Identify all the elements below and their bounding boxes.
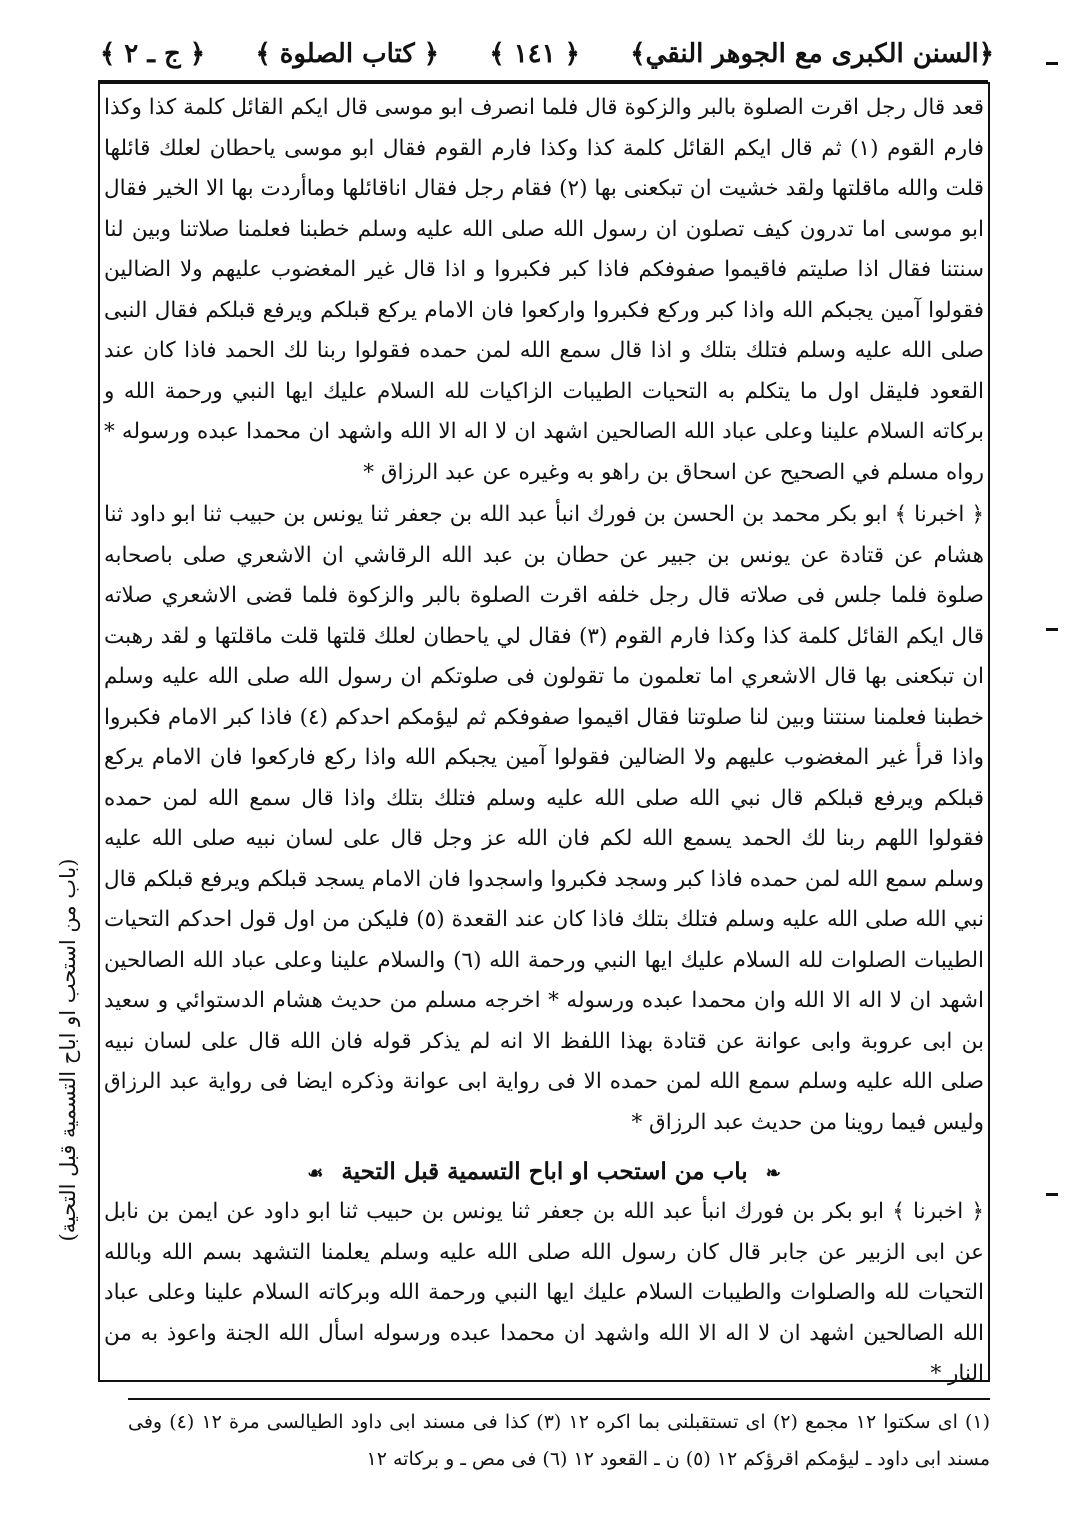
book-title: ﴿السنن الكبرى مع الجوهر النقي﴾: [630, 39, 994, 69]
ornament-right-icon: ❧: [765, 1163, 781, 1184]
paragraph-2: ﴿ اخبرنا ﴾ ابو بكر محمد بن الحسن بن فورك انبأ عبد الله بن جعفر ثنا يونس بن حبيب ثنا ابو داود ثنا هشام عن قتادة عن يونس بن جبير عن حطان بن عبد الله الرقاشي ان الاشعري صلى باصحابه صلوة فلما جلس فى صلاته قال رجل خلفه اقرت الصلوة بالبر والزكوة فلما قضى الاشعري صلاته قال ايكم القائل كلمة كذا وكذا فارم القوم (٣) فقال لي ياحطان لعلك قلتها قلت ماقلتها و لقد رهبت ان تبكعنى بها قال الاشعري اما تعلمون ما تقولون فى صلوتكم ان رسول الله صلى الله عليه وسلم خطبنا فعلمنا سنتنا وبين لنا صلوتنا فقال اقيموا صفوفكم ثم ليؤمكم احدكم (٤) فاذا كبر الامام فكبروا واذا قرأ غير المغضوب عليهم ولا الضالين فقولوا آمين يجبكم الله واذا ركع فاركعوا فان الامام يركع قبلكم ويرفع قبلكم قال نبي الله صلى الله عليه وسلم فتلك بتلك واذا قال سمع الله لمن حمده فقولوا اللهم ربنا لك الحمد يسمع الله لكم فان الله عز وجل قال على لسان نبيه صلى الله عليه وسلم سمع الله لمن حمده فاذا كبر وسجد فكبروا واسجدوا فان الامام يسجد قبلكم ويرفع قبلكم قال نبي الله صلى الله عليه وسلم فتلك بتلك فاذا كان عند القعدة (٥) فليكن من اول قول احدكم التحيات الطيبات الصلوات لله السلام عليك ايها النبي ورحمة الله (٦) والسلام علينا وعلى عباد الله الصالحين اشهد ان لا اله الا الله وان محمدا عبده ورسوله * اخرجه مسلم من حديث هشام الدستوائي و سعيد بن ابى عروبة وابى عوانة عن قتادة بهذا اللفظ الا انه لم يذكر قوله فان الله قال على لسان نبيه صلى الله عليه وسلم سمع الله لمن حمده الا فى رواية ابى عوانة وذكره ايضا فى رواية عبد الرزاق وليس فيما روينا من حديث عبد الرزاق *: [104, 502, 984, 1135]
section-title: باب من استحب او اباح التسمية قبل التحية: [341, 1158, 748, 1185]
margin-mark-2: [1046, 628, 1058, 631]
chapter-title: ﴿ كتاب الصلوة ﴾: [255, 39, 440, 69]
margin-mark-3: [1046, 1193, 1058, 1196]
footnotes: (١) اى سكتوا ١٢ مجمع (٢) اى تستقبلنى بما اكره ١٢ (٣) كذا فى مسند ابى داود الطيالسى مرة ١٢ (٤) وفى مسند ابى داود ـ ليؤمكم اقرؤكم ١٢ (٥) ن ـ القعود ١٢ (٦) فى مص ـ و بركاته ١٢: [128, 1411, 991, 1470]
paragraph-3: ﴿ اخبرنا ﴾ ابو بكر بن فورك انبأ عبد الله بن جعفر ثنا يونس بن حبيب ثنا ابو داود عن ايمن بن نابل عن ابى الزبير عن جابر قال كان رسول الله صلى الله عليه وسلم يعلمنا التشهد بسم الله وبالله التحيات لله والصلوات والطيبات السلام عليك ايها النبي ورحمة الله وبركاته السلام علينا وعلى عباد الله الصالحين اشهد ان لا اله الا الله واشهد ان محمدا عبده ورسوله اسأل الله الجنة واعوذ به من النار *: [104, 1199, 984, 1386]
main-text-block: [104, 88, 984, 1143]
footnote-rule: [128, 1398, 990, 1400]
paragraph-1: قعد قال رجل اقرت الصلوة بالبر والزكوة قال فلما انصرف ابو موسى قال ايكم القائل كلمة كذا وكذا فارم القوم (١) ثم قال ايكم القائل كلمة كذا وكذا فارم القوم فقال ابو موسى ياحطان لعلك قائلها قلت والله ماقلتها ولقد خشيت ان تبكعنى بها (٢) فقام رجل فقال اناقائلها وماأردت بها الا الخير فقال ابو موسى اما تدرون كيف تصلون ان رسول الله صلى الله عليه وسلم خطبنا فعلمنا صلاتنا وبين لنا سنتنا فقال اذا صليتم فاقيموا صفوفكم فاذا كبر فكبروا و اذا قال غير المغضوب عليهم ولا الضالين فقولوا آمين يجبكم الله واذا كبر وركع فكبروا واركعوا فان الامام يركع قبلكم ويرفع قبلكم فقال النبى صلى الله عليه وسلم فتلك بتلك و اذا قال سمع الله لمن حمده فقولوا ربنا لك الحمد فاذا كان عند القعود فليقل اول ما يتكلم به التحيات الطيبات الزاكيات لله السلام عليك ايها النبي ورحمة الله و بركاته السلام علينا وعلى عباد الله الصالحين اشهد ان لا اله الا الله واشهد ان محمدا عبده ورسوله * رواه مسلم في الصحيح عن اسحاق بن راهو به وغيره عن عبد الرزاق *: [104, 95, 985, 485]
margin-mark-1: [1046, 62, 1058, 65]
ornament-left-icon: ☙: [307, 1163, 324, 1184]
page-header: [100, 26, 994, 82]
section-text-block: [104, 1192, 984, 1395]
volume-number: ﴿ ج ـ ٢ ﴾: [100, 39, 206, 69]
page-number: ﴿ ١٤١ ﴾: [489, 39, 580, 69]
margin-section-title: (باب من استحب او اباح التسمية قبل التحية): [56, 858, 80, 1242]
section-heading: [104, 1158, 984, 1185]
